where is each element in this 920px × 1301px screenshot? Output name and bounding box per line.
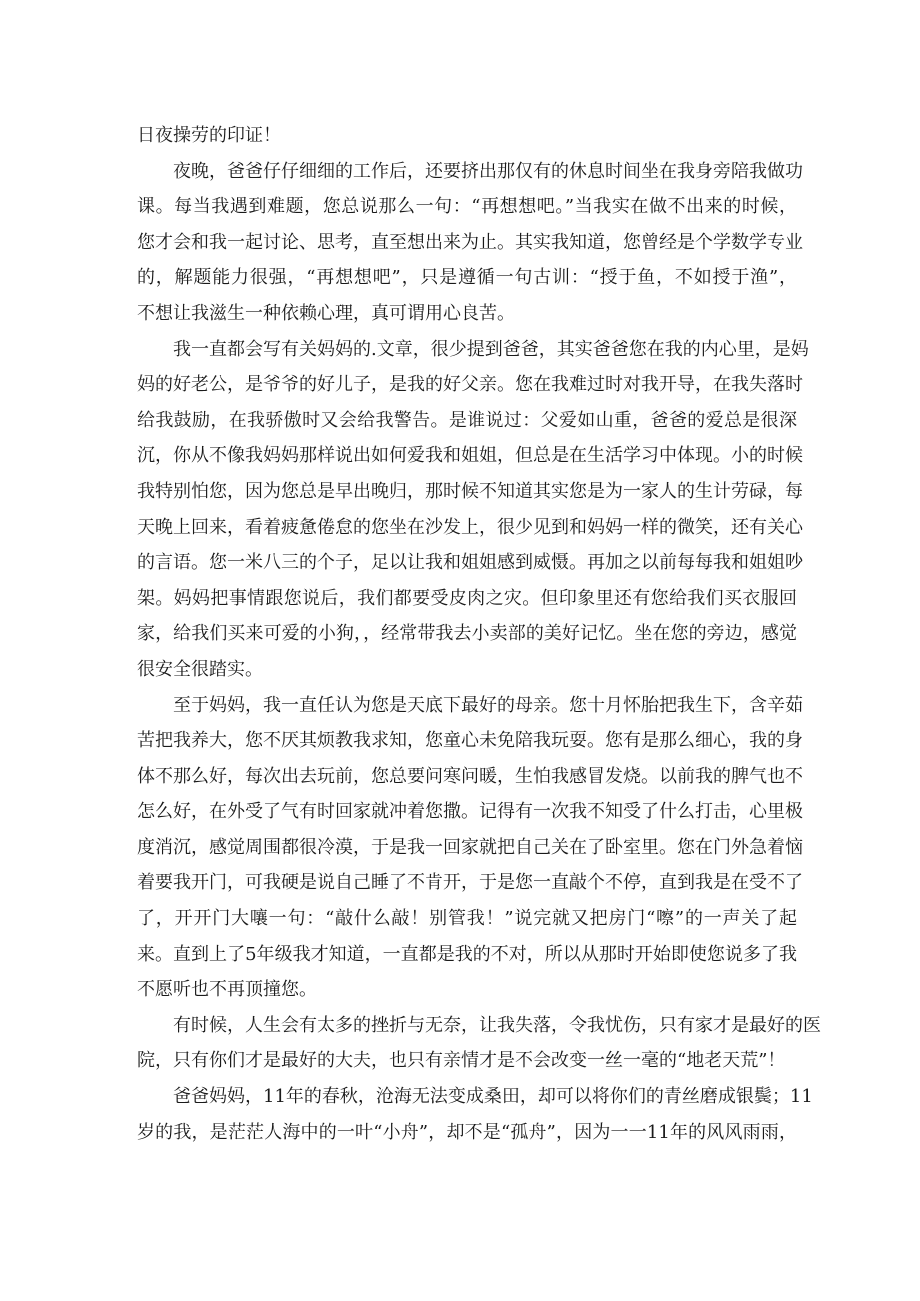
text-line: 夜晚，爸爸仔仔细细的工作后，还要挤出那仅有的休息时间坐在我身旁陪我做功 [173,160,803,182]
text-line: 爸爸妈妈，11年的春秋，沧海无法变成桑田，却可以将你们的青丝磨成银鬓；11 [173,1086,813,1108]
text-line: 有时候，人生会有太多的挫折与无奈，让我失落，令我忧伤，只有家才是最好的医 [173,1014,821,1036]
text-line: 苦把我养大，您不厌其烦教我求知，您童心未免陪我玩耍。您有是那么细心，我的身 [137,730,803,752]
text-line: 至于妈妈，我一直任认为您是天底下最好的母亲。您十月怀胎把我生下，含辛茹 [173,694,803,716]
text-line: 来。直到上了5年级我才知道，一直都是我的不对，所以从那时开始即使您说多了我 [137,943,797,965]
text-line: 不愿听也不再顶撞您。 [137,979,317,1001]
text-line: 着要我开门，可我硬是说自己睡了不肯开，于是您一直敲个不停，直到我是在受不了 [137,872,803,894]
document-body [137,118,821,1150]
text-line: 岁的我，是茫茫人海中的一叶“小舟”，却不是“孤舟”，因为一一11年的风风雨雨， [137,1121,797,1143]
text-line: 体不那么好，每次出去玩前，您总要问寒问暖，生怕我感冒发烧。以前我的脾气也不 [137,765,803,787]
text-line: 天晚上回来，看着疲惫倦怠的您坐在沙发上，很少见到和妈妈一样的微笑，还有关心 [137,516,803,538]
text-line: 您才会和我一起讨论、思考，直至想出来为止。其实我知道，您曾经是个学数学专业 [137,231,803,253]
text-line: 不想让我滋生一种依赖心理，真可谓用心良苦。 [137,302,515,324]
text-line: 沉，你从不像我妈妈那样说出如何爱我和姐姐，但总是在生活学习中体现。小的时候 [137,445,803,467]
text-line: 很安全很踏实。 [137,658,263,680]
text-line: 的言语。您一米八三的个子，足以让我和姐姐感到威慑。再加之以前每每我和姐姐吵 [137,552,803,574]
text-line: 我一直都会写有关妈妈的.文章，很少提到爸爸，其实爸爸您在我的内心里，是妈 [173,338,809,360]
text-line: 了，开开门大嚷一句：“敲什么敲！别管我！”说完就又把房门“嚓”的一声关了起 [137,908,797,930]
text-line: 的，解题能力很强，“再想想吧”，只是遵循一句古训：“授于鱼，不如授于渔”， [137,267,797,289]
text-line: 院，只有你们才是最好的大夫，也只有亲情才是不会改变一丝一毫的“地老天荒”！ [137,1050,786,1072]
text-line: 课。每当我遇到难题，您总说那么一句：“再想想吧。”当我实在做不出来的时候， [137,196,797,218]
text-line: 给我鼓励，在我骄傲时又会给我警告。是谁说过：父爱如山重，爸爸的爱总是很深 [137,409,797,431]
text-line: 架。妈妈把事情跟您说后，我们都要受皮肉之灾。但印象里还有您给我们买衣服回 [137,587,797,609]
text-line: 度消沉，感觉周围都很冷漠，于是我一回家就把自己关在了卧室里。您在门外急着恼 [137,836,803,858]
text-line: 怎么好，在外受了气有时回家就冲着您撒。记得有一次我不知受了什么打击，心里极 [137,801,803,823]
text-line: 家，给我们买来可爱的小狗，，经常带我去小卖部的美好记忆。坐在您的旁边，感觉 [137,623,797,645]
text-line: 妈的好老公，是爷爷的好儿子，是我的好父亲。您在我难过时对我开导，在我失落时 [137,374,803,396]
text-line: 我特别怕您，因为您总是早出晚归，那时候不知道其实您是为一家人的生计劳碌，每 [137,480,803,502]
text-line: 日夜操劳的印证！ [137,125,281,146]
